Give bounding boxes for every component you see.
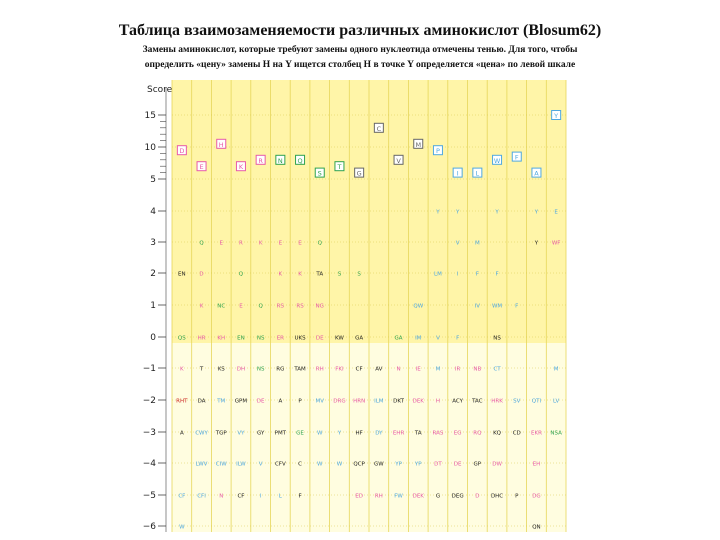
substitution-label: CFI — [197, 493, 206, 500]
substitution-label: DKT — [393, 398, 404, 405]
substitution-label: AV — [375, 366, 383, 373]
substitution-label: RHT — [176, 398, 188, 405]
substitution-label: Q — [199, 240, 204, 247]
substitution-label: CT — [493, 366, 501, 373]
substitution-label: GA — [394, 335, 403, 342]
substitution-label: W — [336, 461, 343, 468]
substitution-label: QS — [177, 335, 186, 342]
substitution-label: CIW — [215, 461, 227, 468]
substitution-label: RQ — [473, 430, 482, 437]
substitution-label: ACY — [452, 398, 464, 405]
substitution-label: K — [298, 271, 302, 278]
substitution-label: WM — [491, 303, 503, 310]
y-tick-label: 2 — [150, 269, 156, 279]
substitution-label: I — [259, 493, 262, 500]
substitution-label: PMT — [274, 430, 287, 437]
substitution-label: CWY — [195, 430, 208, 437]
substitution-label: C — [298, 461, 302, 468]
substitution-label: DH — [236, 366, 246, 373]
substitution-label: CF — [355, 366, 363, 373]
substitution-label: GA — [355, 335, 364, 342]
substitution-label: TAC — [472, 398, 483, 405]
substitution-label: NG — [315, 303, 324, 310]
residue-box-label: R — [258, 156, 263, 165]
substitution-label: RAS — [432, 430, 444, 437]
substitution-label: W — [179, 524, 185, 531]
substitution-label: Y — [337, 430, 342, 437]
substitution-label: R — [239, 240, 243, 247]
chart-title: Таблица взаимозаменяемости различных аминокислот (Blosum62) — [118, 22, 602, 39]
substitution-label: EG — [453, 430, 462, 437]
substitution-label: I — [456, 271, 459, 278]
substitution-label: ILM — [374, 398, 384, 405]
substitution-label: DE — [256, 398, 265, 405]
residue-box-label: W — [493, 156, 501, 165]
substitution-label: DHC — [490, 493, 504, 500]
substitution-label: FKI — [335, 366, 344, 373]
substitution-label: EH — [532, 461, 541, 468]
substitution-label: ILW — [236, 461, 246, 468]
residue-box-label: I — [456, 169, 459, 178]
substitution-label: L — [278, 493, 282, 500]
substitution-label: QTI — [531, 398, 542, 405]
residue-box-label: C — [376, 124, 382, 133]
substitution-label: V — [258, 461, 263, 468]
y-tick-label: 5 — [150, 175, 156, 185]
substitution-label: RS — [276, 303, 285, 310]
substitution-label: FW — [394, 493, 403, 500]
substitution-label: KS — [217, 366, 225, 373]
substitution-label: DG — [532, 493, 541, 500]
substitution-label: T — [199, 366, 204, 373]
substitution-label: GE — [296, 430, 304, 437]
substitution-label: IE — [415, 366, 421, 373]
subtitle-line-2: определить «цену» замены H на Y ищется столбец H в точке Y определяется «цена» по левой шкале — [144, 60, 576, 70]
substitution-label: YP — [414, 461, 422, 468]
substitution-label: S — [357, 271, 361, 278]
substitution-label: DE — [315, 335, 324, 342]
substitution-label: QW — [413, 303, 424, 310]
substitution-label: Y — [495, 209, 499, 216]
substitution-label: DY — [375, 430, 383, 437]
substitution-label: P — [515, 493, 519, 500]
residue-box-label: V — [396, 156, 401, 165]
substitution-label: RH — [374, 493, 383, 500]
residue-box-label: D — [179, 147, 185, 156]
substitution-label: D — [475, 493, 480, 500]
substitution-label: A — [179, 430, 184, 437]
substitution-label: CFV — [274, 461, 286, 468]
residue-box-label: E — [199, 163, 204, 172]
substitution-label: E — [239, 303, 243, 310]
substitution-label: K — [199, 303, 204, 310]
substitution-label: E — [219, 240, 223, 247]
substitution-label: CF — [237, 493, 245, 500]
substitution-label: NS — [256, 366, 265, 373]
substitution-label: HR — [197, 335, 206, 342]
substitution-label: P — [298, 398, 302, 405]
substitution-label: LWV — [195, 461, 208, 468]
substitution-label: MV — [315, 398, 325, 405]
substitution-label: Y — [436, 209, 440, 216]
substitution-label: Q — [238, 271, 244, 278]
substitution-label: V — [455, 240, 460, 247]
substitution-label: K — [278, 271, 283, 278]
substitution-label: KH — [217, 335, 226, 342]
substitution-label: N — [396, 366, 401, 373]
substitution-label: TA — [316, 271, 324, 278]
substitution-label: DEK — [412, 493, 424, 500]
substitution-label: E — [554, 209, 558, 216]
substitution-label: TA — [414, 430, 422, 437]
substitution-label: TGP — [215, 430, 227, 437]
substitution-label: IM — [415, 335, 422, 342]
substitution-label: DT — [434, 461, 442, 468]
substitution-label: S — [337, 271, 342, 278]
substitution-label: F — [495, 271, 499, 278]
y-tick-label: 0 — [150, 333, 156, 343]
substitution-label: ER — [276, 335, 284, 342]
substitution-label: EKR — [530, 430, 542, 437]
substitution-label: M — [435, 366, 441, 373]
y-tick-label: 4 — [150, 207, 156, 217]
substitution-label: Q — [258, 303, 263, 310]
residue-box-label: H — [218, 140, 224, 149]
substitution-label: HRK — [491, 398, 503, 405]
residue-box-label: F — [514, 153, 519, 162]
substitution-label: NSA — [550, 430, 562, 437]
y-tick-label: −1 — [142, 364, 156, 374]
substitution-label: Y — [455, 209, 460, 216]
substitution-label: NB — [473, 366, 482, 373]
residue-box-label: M — [415, 140, 422, 149]
substitution-label: KQ — [493, 430, 502, 437]
residue-box-label: Y — [554, 112, 559, 120]
y-tick-label: −5 — [142, 491, 156, 501]
substitution-label: E — [298, 240, 302, 247]
substitution-label: CD — [512, 430, 521, 437]
y-tick-label: −2 — [142, 396, 156, 406]
substitution-label: DA — [197, 398, 206, 405]
substitution-label: E — [278, 240, 283, 247]
y-tick-label: 1 — [150, 301, 156, 311]
substitution-label: W — [317, 430, 323, 437]
substitution-label: LV — [553, 398, 560, 405]
substitution-label: RG — [276, 366, 285, 373]
residue-box-label: L — [475, 169, 480, 178]
substitution-label: Y — [534, 209, 539, 216]
y-tick-label: −3 — [142, 428, 156, 438]
substitution-label: RH — [315, 366, 324, 373]
substitution-label: DE — [453, 461, 462, 468]
substitution-label: EHR — [392, 430, 405, 437]
substitution-label: Y — [534, 240, 539, 247]
substitution-label: SV — [513, 398, 521, 405]
substitution-label: F — [456, 335, 460, 342]
substitution-label: K — [180, 366, 184, 373]
substitution-label: M — [553, 366, 559, 373]
substitution-label: M — [474, 240, 480, 247]
substitution-label: CF — [178, 493, 186, 500]
substitution-label: KW — [335, 335, 344, 342]
substitution-label: IR — [454, 366, 461, 373]
substitution-label: F — [298, 493, 302, 500]
substitution-label: QCP — [353, 461, 365, 468]
substitution-label: GP — [473, 461, 482, 468]
substitution-label: F — [475, 271, 479, 278]
subtitle-line-1: Замены аминокислот, которые требуют замены одного нуклеотида отмечены тенью. Для того, чтобы — [142, 45, 578, 55]
substitution-label: UKS — [294, 335, 306, 342]
residue-box-label: P — [435, 147, 440, 156]
substitution-label: DEG — [451, 493, 464, 500]
substitution-label: YP — [395, 461, 402, 468]
substitution-label: D — [199, 271, 204, 278]
substitution-label: DW — [492, 461, 502, 468]
substitution-label: ED — [355, 493, 364, 500]
substitution-label: GPM — [234, 398, 248, 405]
substitution-label: V — [436, 335, 440, 342]
substitution-label: TAM — [294, 366, 306, 373]
substitution-label: NC — [217, 303, 226, 310]
substitution-label: A — [278, 398, 283, 405]
substitution-label: G — [435, 493, 441, 500]
substitution-label: W — [317, 461, 323, 468]
substitution-label: H — [435, 398, 441, 405]
substitution-label: GW — [373, 461, 384, 468]
residue-box-label: A — [534, 169, 539, 178]
y-axis-label: Score — [147, 85, 173, 95]
substitution-label: Q — [317, 240, 322, 247]
substitution-label: GY — [256, 430, 265, 437]
y-tick-label: 3 — [150, 238, 156, 248]
residue-box-label: Q — [297, 156, 303, 165]
y-tick-label: 15 — [144, 111, 156, 121]
substitution-label: DEK — [412, 398, 424, 405]
residue-box-label: T — [337, 163, 342, 172]
substitution-label: EN — [178, 271, 186, 278]
residue-box-label: N — [277, 156, 283, 165]
residue-box-label: S — [317, 169, 322, 178]
substitution-label: NS — [493, 335, 501, 342]
substitution-label: TM — [217, 398, 226, 405]
substitution-label: F — [515, 303, 519, 310]
substitution-label: NS — [256, 335, 265, 342]
y-tick-label: −6 — [142, 522, 156, 532]
substitution-label: RS — [296, 303, 304, 310]
y-tick-label: −4 — [142, 459, 156, 469]
substitution-label: VY — [237, 430, 245, 437]
substitution-label: K — [258, 240, 263, 247]
substitution-label: QN — [532, 524, 541, 531]
residue-box-label: G — [356, 169, 362, 178]
substitution-label: DRG — [333, 398, 346, 405]
substitution-label: IV — [474, 303, 481, 310]
substitution-label: HRN — [353, 398, 366, 405]
substitution-label: EN — [237, 335, 245, 342]
substitution-label: N — [219, 493, 224, 500]
substitution-label: LM — [434, 271, 442, 278]
substitution-label: WF — [551, 240, 561, 247]
residue-box-label: K — [238, 163, 244, 172]
y-tick-label: 10 — [144, 143, 156, 153]
substitution-label: HF — [355, 430, 363, 437]
